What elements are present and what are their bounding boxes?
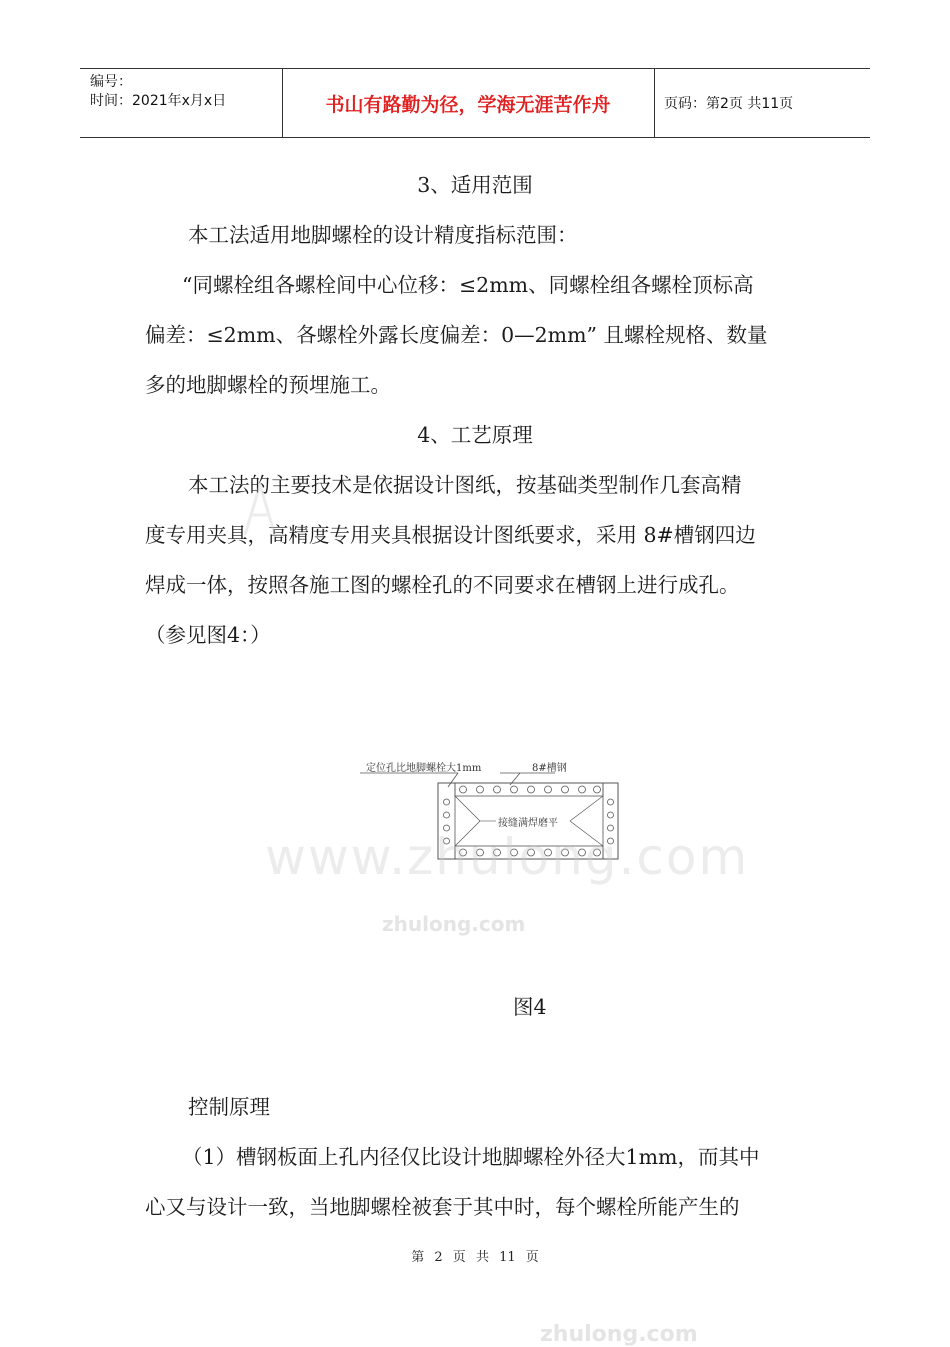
paragraph-line: 本工法适用地脚螺栓的设计精度指标范围： — [188, 223, 578, 247]
figure-label-weld: 接缝满焊磨平 — [498, 818, 558, 829]
section-heading-3: 3、适用范围 — [417, 173, 533, 197]
paragraph-line: 心又与设计一致，当地脚螺栓被套于其中时，每个螺栓所能产生的 — [145, 1195, 740, 1219]
paragraph-line: （1）槽钢板面上孔内径仅比设计地脚螺栓外径大1mm，而其中 — [182, 1145, 760, 1169]
watermark-small: zhulong.com — [382, 912, 526, 936]
watermark-logo-icon — [240, 480, 280, 540]
footer-di: 第 — [411, 1250, 425, 1265]
header-motto: 书山有路勤为径，学海无涯苦作舟 — [325, 93, 611, 116]
paragraph-line: 焊成一体，按照各施工图的螺栓孔的不同要求在槽钢上进行成孔。 — [145, 573, 740, 597]
paragraph-line: （参见图4：） — [145, 623, 271, 647]
paragraph-line: “同螺栓组各螺栓间中心位移：≤2mm、同螺栓组各螺栓顶标高 — [182, 273, 754, 297]
section-heading-4: 4、工艺原理 — [417, 423, 533, 447]
footer-ye: 页 — [452, 1250, 466, 1265]
paragraph-line: 本工法的主要技术是依据设计图纸，按基础类型制作几套高精 — [188, 473, 742, 497]
paragraph-line: 度专用夹具，高精度专用夹具根据设计图纸要求，采用 8#槽钢四边 — [145, 523, 756, 547]
header-table — [80, 68, 870, 138]
watermark-large: www.zhulong.com — [265, 828, 750, 886]
code-label: 编号： — [90, 74, 132, 90]
figure-caption: 图4 — [513, 995, 547, 1019]
paragraph-line: 多的地脚螺栓的预埋施工。 — [145, 373, 391, 397]
time-label: 时间：2021年x月x日 — [90, 93, 227, 109]
paragraph-line: 控制原理 — [188, 1095, 270, 1119]
figure-label-channel: 8#槽钢 — [532, 763, 567, 774]
figure-label-hole: 定位孔比地脚螺栓大1mm — [366, 763, 482, 774]
paragraph-line: 偏差：≤2mm、各螺栓外露长度偏差：0—2mm” 且螺栓规格、数量 — [145, 323, 768, 347]
bolt-holes-top — [460, 786, 601, 793]
footer-ye: 页 — [525, 1250, 539, 1265]
header-divider — [654, 69, 655, 137]
header-page-info: 页码：第2页 共11页 — [664, 96, 794, 112]
watermark-bottom: zhulong.com — [540, 1322, 698, 1347]
footer-total-pages: 11 — [499, 1250, 516, 1265]
header-left-cell — [90, 73, 226, 111]
footer-page-number: 2 — [434, 1250, 443, 1265]
page-footer — [0, 1246, 950, 1265]
footer-gong: 共 — [475, 1250, 489, 1265]
